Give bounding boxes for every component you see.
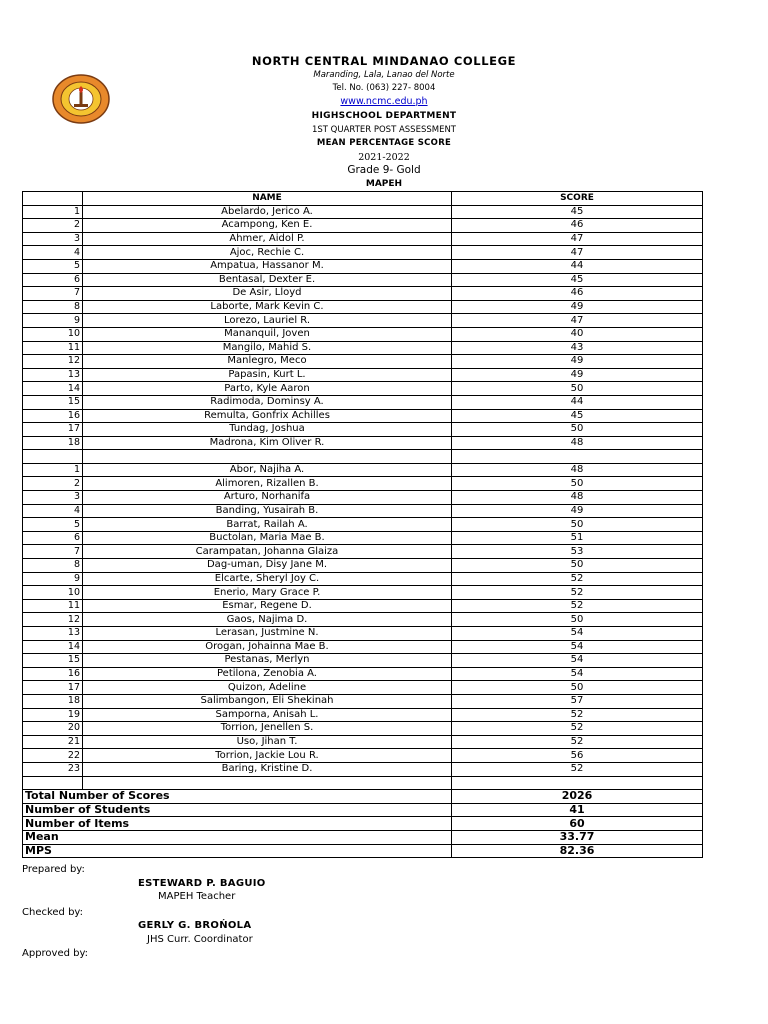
department-title: HIGHSCHOOL DEPARTMENT	[311, 111, 457, 121]
student-score: 57	[452, 694, 703, 708]
row-number: 18	[23, 694, 83, 708]
row-number: 12	[23, 613, 83, 627]
row-number: 20	[23, 722, 83, 736]
table-row	[23, 735, 703, 749]
student-name: Lerasan, Justmine N.	[83, 627, 452, 641]
header-score-cell: SCORE	[452, 192, 703, 206]
row-number: 6	[23, 531, 83, 545]
student-name: Torrion, Jenellen S.	[83, 722, 452, 736]
table-row	[23, 708, 703, 722]
row-number: 22	[23, 749, 83, 763]
student-score: 51	[452, 531, 703, 545]
student-score: 45	[452, 273, 703, 287]
summary-value: 2026	[452, 790, 703, 804]
table-row	[23, 219, 703, 233]
table-row	[23, 504, 703, 518]
summary-label: MPS	[23, 844, 452, 858]
row-number: 16	[23, 667, 83, 681]
row-number: 1	[23, 205, 83, 219]
student-score: 54	[452, 627, 703, 641]
summary-row	[23, 790, 703, 804]
table-row	[23, 436, 703, 450]
row-number: 8	[23, 300, 83, 314]
table-row	[23, 694, 703, 708]
student-score: 50	[452, 423, 703, 437]
row-number: 9	[23, 314, 83, 328]
table-row	[23, 246, 703, 260]
blank-cell	[23, 450, 83, 464]
row-number: 5	[23, 518, 83, 532]
summary-label: Mean	[23, 830, 452, 844]
student-score: 49	[452, 368, 703, 382]
row-number: 18	[23, 436, 83, 450]
student-score: 47	[452, 314, 703, 328]
student-score: 52	[452, 599, 703, 613]
table-row	[23, 382, 703, 396]
student-name: Buctolan, Maria Mae B.	[83, 531, 452, 545]
blank-row	[23, 450, 703, 464]
student-score: 46	[452, 287, 703, 301]
row-number: 12	[23, 355, 83, 369]
student-name: Elcarte, Sheryl Joy C.	[83, 572, 452, 586]
student-name: Esmar, Regene D.	[83, 599, 452, 613]
summary-label: Total Number of Scores	[23, 790, 452, 804]
student-name: Uso, Jihan T.	[83, 735, 452, 749]
student-name: Dag-uman, Disy Jane M.	[83, 559, 452, 573]
table-row	[23, 531, 703, 545]
row-number: 1	[23, 463, 83, 477]
summary-value: 60	[452, 817, 703, 831]
row-number: 4	[23, 504, 83, 518]
student-name: Ajoc, Rechie C.	[83, 246, 452, 260]
summary-row	[23, 830, 703, 844]
report-title: MEAN PERCENTAGE SCORE	[316, 138, 452, 148]
student-score: 50	[452, 382, 703, 396]
blank-row	[23, 776, 703, 790]
row-number: 5	[23, 259, 83, 273]
student-score: 54	[452, 654, 703, 668]
student-score: 52	[452, 708, 703, 722]
header-name-cell: NAME	[83, 192, 452, 206]
student-score: 50	[452, 518, 703, 532]
score-table	[22, 191, 703, 858]
school-address: Maranding, Lala, Lanao del Norte	[313, 70, 455, 80]
student-score: 50	[452, 613, 703, 627]
row-number: 13	[23, 627, 83, 641]
table-row	[23, 613, 703, 627]
row-number: 11	[23, 599, 83, 613]
checked-by-name: GERLY G. BROŃOLA	[138, 920, 252, 931]
student-score: 49	[452, 355, 703, 369]
table-row	[23, 355, 703, 369]
student-name: Samporna, Anisah L.	[83, 708, 452, 722]
blank-cell	[452, 776, 703, 790]
row-number: 3	[23, 491, 83, 505]
student-name: Gaos, Najima D.	[83, 613, 452, 627]
summary-label: Number of Students	[23, 803, 452, 817]
student-score: 52	[452, 586, 703, 600]
student-name: Mananquil, Joven	[83, 327, 452, 341]
table-row	[23, 586, 703, 600]
row-number: 19	[23, 708, 83, 722]
student-name: Baring, Kristine D.	[83, 762, 452, 776]
table-row	[23, 205, 703, 219]
table-row	[23, 722, 703, 736]
student-score: 43	[452, 341, 703, 355]
student-score: 52	[452, 572, 703, 586]
student-name: Mangilo, Mahid S.	[83, 341, 452, 355]
student-name: Barrat, Railah A.	[83, 518, 452, 532]
table-row	[23, 395, 703, 409]
summary-label: Number of Items	[23, 817, 452, 831]
assessment-title: 1ST QUARTER POST ASSESSMENT	[311, 125, 456, 135]
student-score: 44	[452, 259, 703, 273]
row-number: 23	[23, 762, 83, 776]
student-score: 46	[452, 219, 703, 233]
table-row	[23, 572, 703, 586]
table-row	[23, 640, 703, 654]
student-name: Ahmer, Aidol P.	[83, 232, 452, 246]
student-name: Parto, Kyle Aaron	[83, 382, 452, 396]
student-name: Petilona, Zenobia A.	[83, 667, 452, 681]
student-score: 52	[452, 722, 703, 736]
table-row	[23, 518, 703, 532]
student-score: 48	[452, 463, 703, 477]
student-name: De Asir, Lloyd	[83, 287, 452, 301]
student-score: 50	[452, 477, 703, 491]
table-row	[23, 232, 703, 246]
subject-title: MAPEH	[365, 179, 403, 189]
table-row	[23, 681, 703, 695]
student-name: Banding, Yusairah B.	[83, 504, 452, 518]
row-number: 10	[23, 327, 83, 341]
table-header-row	[23, 192, 703, 206]
row-number: 13	[23, 368, 83, 382]
student-name: Arturo, Norhanifa	[83, 491, 452, 505]
student-name: Torrion, Jackie Lou R.	[83, 749, 452, 763]
row-number: 15	[23, 395, 83, 409]
row-number: 9	[23, 572, 83, 586]
header-number-cell	[23, 192, 83, 206]
blank-cell	[452, 450, 703, 464]
table-row	[23, 654, 703, 668]
student-name: Alimoren, Rizallen B.	[83, 477, 452, 491]
table-row	[23, 259, 703, 273]
row-number: 7	[23, 287, 83, 301]
student-score: 53	[452, 545, 703, 559]
prepared-by-label: Prepared by:	[22, 864, 85, 875]
table-row	[23, 423, 703, 437]
student-score: 48	[452, 436, 703, 450]
student-score: 54	[452, 667, 703, 681]
table-row	[23, 599, 703, 613]
student-name: Abelardo, Jerico A.	[83, 205, 452, 219]
grade-section: Grade 9- Gold	[347, 164, 421, 176]
student-score: 54	[452, 640, 703, 654]
student-score: 48	[452, 491, 703, 505]
student-score: 50	[452, 559, 703, 573]
table-row	[23, 463, 703, 477]
blank-cell	[23, 776, 83, 790]
student-score: 45	[452, 205, 703, 219]
row-number: 16	[23, 409, 83, 423]
table-row	[23, 559, 703, 573]
table-row	[23, 545, 703, 559]
table-row	[23, 368, 703, 382]
table-row	[23, 327, 703, 341]
student-score: 44	[452, 395, 703, 409]
row-number: 10	[23, 586, 83, 600]
summary-value: 82.36	[452, 844, 703, 858]
table-row	[23, 314, 703, 328]
student-score: 50	[452, 681, 703, 695]
student-score: 52	[452, 735, 703, 749]
row-number: 21	[23, 735, 83, 749]
school-year: 2021-2022	[358, 152, 410, 163]
row-number: 6	[23, 273, 83, 287]
row-number: 17	[23, 423, 83, 437]
student-name: Lorezo, Lauriel R.	[83, 314, 452, 328]
row-number: 14	[23, 640, 83, 654]
summary-value: 41	[452, 803, 703, 817]
summary-row	[23, 803, 703, 817]
student-score: 47	[452, 232, 703, 246]
row-number: 2	[23, 477, 83, 491]
table-row	[23, 409, 703, 423]
table-row	[23, 273, 703, 287]
student-name: Quizon, Adeline	[83, 681, 452, 695]
table-row	[23, 762, 703, 776]
student-name: Remulta, Gonfrix Achilles	[83, 409, 452, 423]
student-score: 56	[452, 749, 703, 763]
school-name: NORTH CENTRAL MINDANAO COLLEGE	[251, 54, 517, 68]
student-name: Tundag, Joshua	[83, 423, 452, 437]
student-name: Orogan, Johainna Mae B.	[83, 640, 452, 654]
student-score: 47	[452, 246, 703, 260]
table-row	[23, 287, 703, 301]
table-row	[23, 627, 703, 641]
blank-cell	[83, 776, 452, 790]
student-name: Carampatan, Johanna Glaiza	[83, 545, 452, 559]
row-number: 7	[23, 545, 83, 559]
school-website-link[interactable]: www.ncmc.edu.ph	[340, 96, 428, 107]
student-name: Papasin, Kurt L.	[83, 368, 452, 382]
student-name: Radimoda, Dominsy A.	[83, 395, 452, 409]
school-telephone: Tel. No. (063) 227- 8004	[332, 83, 436, 93]
student-name: Bentasal, Dexter E.	[83, 273, 452, 287]
student-score: 52	[452, 762, 703, 776]
student-score: 49	[452, 504, 703, 518]
blank-cell	[83, 450, 452, 464]
student-name: Salimbangon, Eli Shekinah	[83, 694, 452, 708]
prepared-by-title: MAPEH Teacher	[158, 891, 236, 902]
row-number: 3	[23, 232, 83, 246]
approved-by-label: Approved by:	[22, 948, 89, 959]
student-name: Manlegro, Meco	[83, 355, 452, 369]
table-row	[23, 477, 703, 491]
summary-value: 33.77	[452, 830, 703, 844]
checked-by-label: Checked by:	[22, 907, 83, 918]
student-score: 45	[452, 409, 703, 423]
table-row	[23, 667, 703, 681]
row-number: 8	[23, 559, 83, 573]
prepared-by-name: ESTEWARD P. BAGUIO	[138, 878, 266, 889]
student-name: Ampatua, Hassanor M.	[83, 259, 452, 273]
row-number: 11	[23, 341, 83, 355]
row-number: 14	[23, 382, 83, 396]
student-score: 49	[452, 300, 703, 314]
student-name: Acampong, Ken E.	[83, 219, 452, 233]
student-name: Abor, Najiha A.	[83, 463, 452, 477]
summary-row	[23, 844, 703, 858]
table-row	[23, 749, 703, 763]
row-number: 2	[23, 219, 83, 233]
checked-by-title: JHS Curr. Coordinator	[147, 934, 253, 945]
table-row	[23, 300, 703, 314]
row-number: 15	[23, 654, 83, 668]
summary-row	[23, 817, 703, 831]
student-name: Pestanas, Merlyn	[83, 654, 452, 668]
table-row	[23, 491, 703, 505]
row-number: 17	[23, 681, 83, 695]
student-score: 40	[452, 327, 703, 341]
row-number: 4	[23, 246, 83, 260]
student-name: Laborte, Mark Kevin C.	[83, 300, 452, 314]
table-row	[23, 341, 703, 355]
student-name: Madrona, Kim Oliver R.	[83, 436, 452, 450]
student-name: Enerio, Mary Grace P.	[83, 586, 452, 600]
